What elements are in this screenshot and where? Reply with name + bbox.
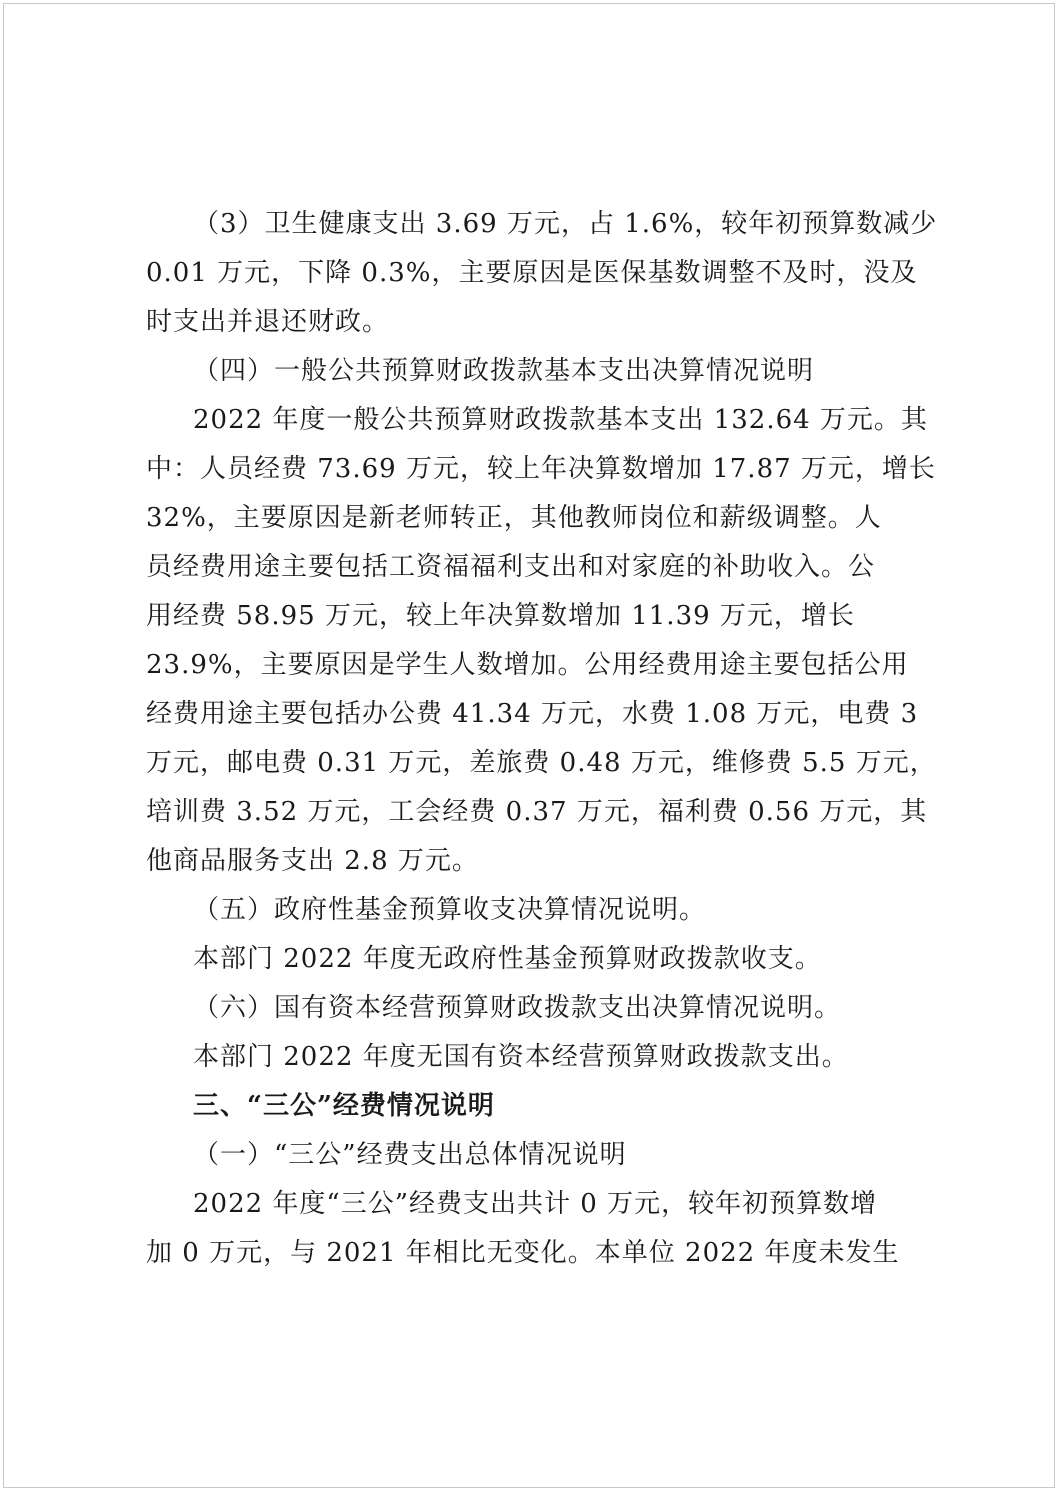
paragraph-basic-expenditure-line-7: 经费用途主要包括办公费 41.34 万元，水费 1.08 万元，电费 3 <box>146 699 919 729</box>
paragraph-basic-expenditure-line-9: 培训费 3.52 万元，工会经费 0.37 万元，福利费 0.56 万元，其 <box>146 797 928 827</box>
paragraph-basic-expenditure-line-6: 23.9%，主要原因是学生人数增加。公用经费用途主要包括公用 <box>146 650 909 680</box>
paragraph-three-public-line-2: 加 0 万元，与 2021 年相比无变化。本单位 2022 年度未发生 <box>146 1238 900 1268</box>
document-page <box>3 3 1055 1488</box>
heading-three-public-expenses: 三、“三公”经费情况说明 <box>193 1091 495 1121</box>
heading-three-public-overall: （一）“三公”经费支出总体情况说明 <box>193 1140 627 1170</box>
paragraph-basic-expenditure-line-1: 2022 年度一般公共预算财政拨款基本支出 132.64 万元。其 <box>193 405 928 435</box>
paragraph-basic-expenditure-line-8: 万元，邮电费 0.31 万元，差旅费 0.48 万元，维修费 5.5 万元， <box>146 748 937 778</box>
paragraph-basic-expenditure-line-4: 员经费用途主要包括工资福福利支出和对家庭的补助收入。公 <box>146 552 876 582</box>
paragraph-basic-expenditure-line-3: 32%，主要原因是新老师转正，其他教师岗位和薪级调整。人 <box>146 503 882 533</box>
paragraph-health-expense-line-1: （3）卫生健康支出 3.69 万元，占 1.6%，较年初预算数减少 <box>193 209 938 239</box>
paragraph-health-expense-line-3: 时支出并退还财政。 <box>146 307 390 337</box>
document-body <box>146 200 938 1278</box>
paragraph-state-capital: 本部门 2022 年度无国有资本经营预算财政拨款支出。 <box>193 1042 849 1072</box>
heading-state-capital: （六）国有资本经营预算财政拨款支出决算情况说明。 <box>193 993 842 1023</box>
paragraph-basic-expenditure-line-5: 用经费 58.95 万元，较上年决算数增加 11.39 万元，增长 <box>146 601 855 631</box>
paragraph-basic-expenditure-line-10: 他商品服务支出 2.8 万元。 <box>146 846 479 876</box>
paragraph-basic-expenditure-line-2: 中：人员经费 73.69 万元，较上年决算数增加 17.87 万元，增长 <box>146 454 936 484</box>
heading-government-fund: （五）政府性基金预算收支决算情况说明。 <box>193 895 707 925</box>
paragraph-government-fund: 本部门 2022 年度无政府性基金预算财政拨款收支。 <box>193 944 822 974</box>
paragraph-health-expense-line-2: 0.01 万元，下降 0.3%，主要原因是医保基数调整不及时，没及 <box>146 258 918 288</box>
heading-basic-expenditure: （四）一般公共预算财政拨款基本支出决算情况说明 <box>193 356 815 386</box>
paragraph-three-public-line-1: 2022 年度“三公”经费支出共计 0 万元，较年初预算数增 <box>193 1189 878 1219</box>
